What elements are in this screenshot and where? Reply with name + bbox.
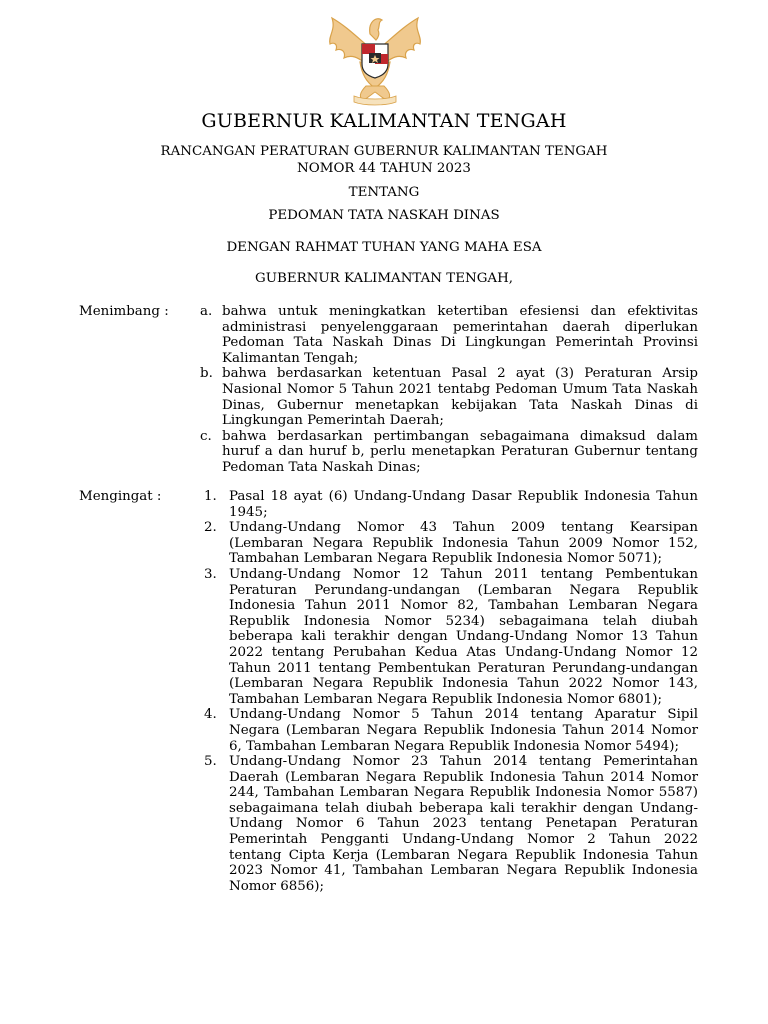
about-line: TENTANG [348, 185, 420, 200]
document-title: GUBERNUR KALIMANTAN TENGAH [201, 110, 567, 132]
item-marker: 4. [204, 707, 217, 723]
item-text: Pasal 18 ayat (6) Undang-Undang Dasar Republik Indonesia Tahun 1945; [229, 489, 698, 520]
item-marker: 2. [204, 520, 217, 536]
menimbang-list [200, 304, 698, 476]
item-text: Undang-Undang Nomor 5 Tahun 2014 tentang Aparatur Sipil Negara (Lembaran Negara Republik Indonesia Tahun 2014 Nomor 6, Tambahan Lembaran Negara Republik Indonesia Nomor 5494); [229, 707, 698, 754]
item-text: Undang-Undang Nomor 12 Tahun 2011 tentang Pembentukan Peraturan Perundang-undangan (Lembaran Negara Republik Indonesia Tahun 2011 Nomor 82, Tambahan Lembaran Negara Republik Indonesia Nomor 5234) sebagaimana telah diubah beberapa kali terakhir dengan Undang-Undang Nomor 13 Tahun 2022 tentang Perubahan Kedua Atas Undang-Undang Nomor 12 Tahun 2011 tentang Pembentukan Peraturan Perundang-undangan (Lembaran Negara Republik Indonesia Tahun 2022 Nomor 143, Tambahan Lembaran Negara Republik Indonesia Nomor 6801); [229, 566, 698, 707]
list-item [200, 429, 698, 476]
draft-heading [0, 143, 768, 177]
governor-line: GUBERNUR KALIMANTAN TENGAH, [255, 271, 513, 286]
item-text: Undang-Undang Nomor 43 Tahun 2009 tentang Kearsipan (Lembaran Negara Republik Indonesia Tahun 2009 Nomor 152, Tambahan Lembaran Negara Republik Indonesia Nomor 5071); [229, 520, 698, 567]
item-marker: 3. [204, 566, 217, 582]
subject-line: PEDOMAN TATA NASKAH DINAS [268, 208, 500, 223]
item-marker: c. [200, 428, 212, 444]
list-item [200, 304, 698, 366]
list-item [200, 567, 698, 707]
item-marker: b. [200, 366, 213, 382]
item-text: bahwa berdasarkan ketentuan Pasal 2 ayat (3) Peraturan Arsip Nasional Nomor 5 Tahun 2021 tentabg Pedoman Umum Tata Naskah Dinas, Gubernur menetapkan kebijakan Tata Naskah Dinas di Lingkungan Pemerintah Daerah; [222, 366, 698, 429]
list-item [200, 489, 698, 520]
blessing-line: DENGAN RAHMAT TUHAN YANG MAHA ESA [226, 240, 542, 255]
menimbang-label: Menimbang : [79, 304, 169, 319]
item-marker: a. [200, 304, 213, 319]
number-line: NOMOR 44 TAHUN 2023 [297, 161, 471, 176]
draft-line: RANCANGAN PERATURAN GUBERNUR KALIMANTAN TENGAH [160, 144, 608, 159]
garuda-emblem-icon [320, 8, 430, 106]
list-item [200, 366, 698, 428]
list-item [200, 707, 698, 754]
mengingat-label: Mengingat : [79, 489, 162, 504]
list-item [200, 520, 698, 567]
item-text: bahwa berdasarkan pertimbangan sebagaimana dimaksud dalam huruf a dan huruf b, perlu menetapkan Peraturan Gubernur tentang Pedoman Tata Naskah Dinas; [222, 428, 698, 475]
item-text: bahwa untuk meningkatkan ketertiban efesiensi dan efektivitas administrasi penyelenggaraan pemerintahan daerah diperlukan Pedoman Tata Naskah Dinas Di Lingkungan Pemerintah Provinsi Kalimantan Tengah; [222, 304, 698, 366]
item-text: Undang-Undang Nomor 23 Tahun 2014 tentang Pemerintahan Daerah (Lembaran Negara Republik Indonesia Tahun 2014 Nomor 244, Tambahan Lembaran Negara Republik Indonesia Nomor 5587) sebagaimana telah diubah beberapa kali terakhir dengan Undang-Undang Nomor 6 Tahun 2023 tentang Penetapan Peraturan Pemerintah Pengganti Undang-Undang Nomor 2 Tahun 2022 tentang Cipta Kerja (Lembaran Negara Republik Indonesia Tahun 2023 Nomor 41, Tambahan Lembaran Negara Republik Indonesia Nomor 6856); [229, 754, 698, 894]
item-marker: 1. [204, 489, 217, 504]
item-marker: 5. [204, 754, 217, 770]
list-item [200, 754, 698, 894]
mengingat-list [200, 489, 698, 894]
